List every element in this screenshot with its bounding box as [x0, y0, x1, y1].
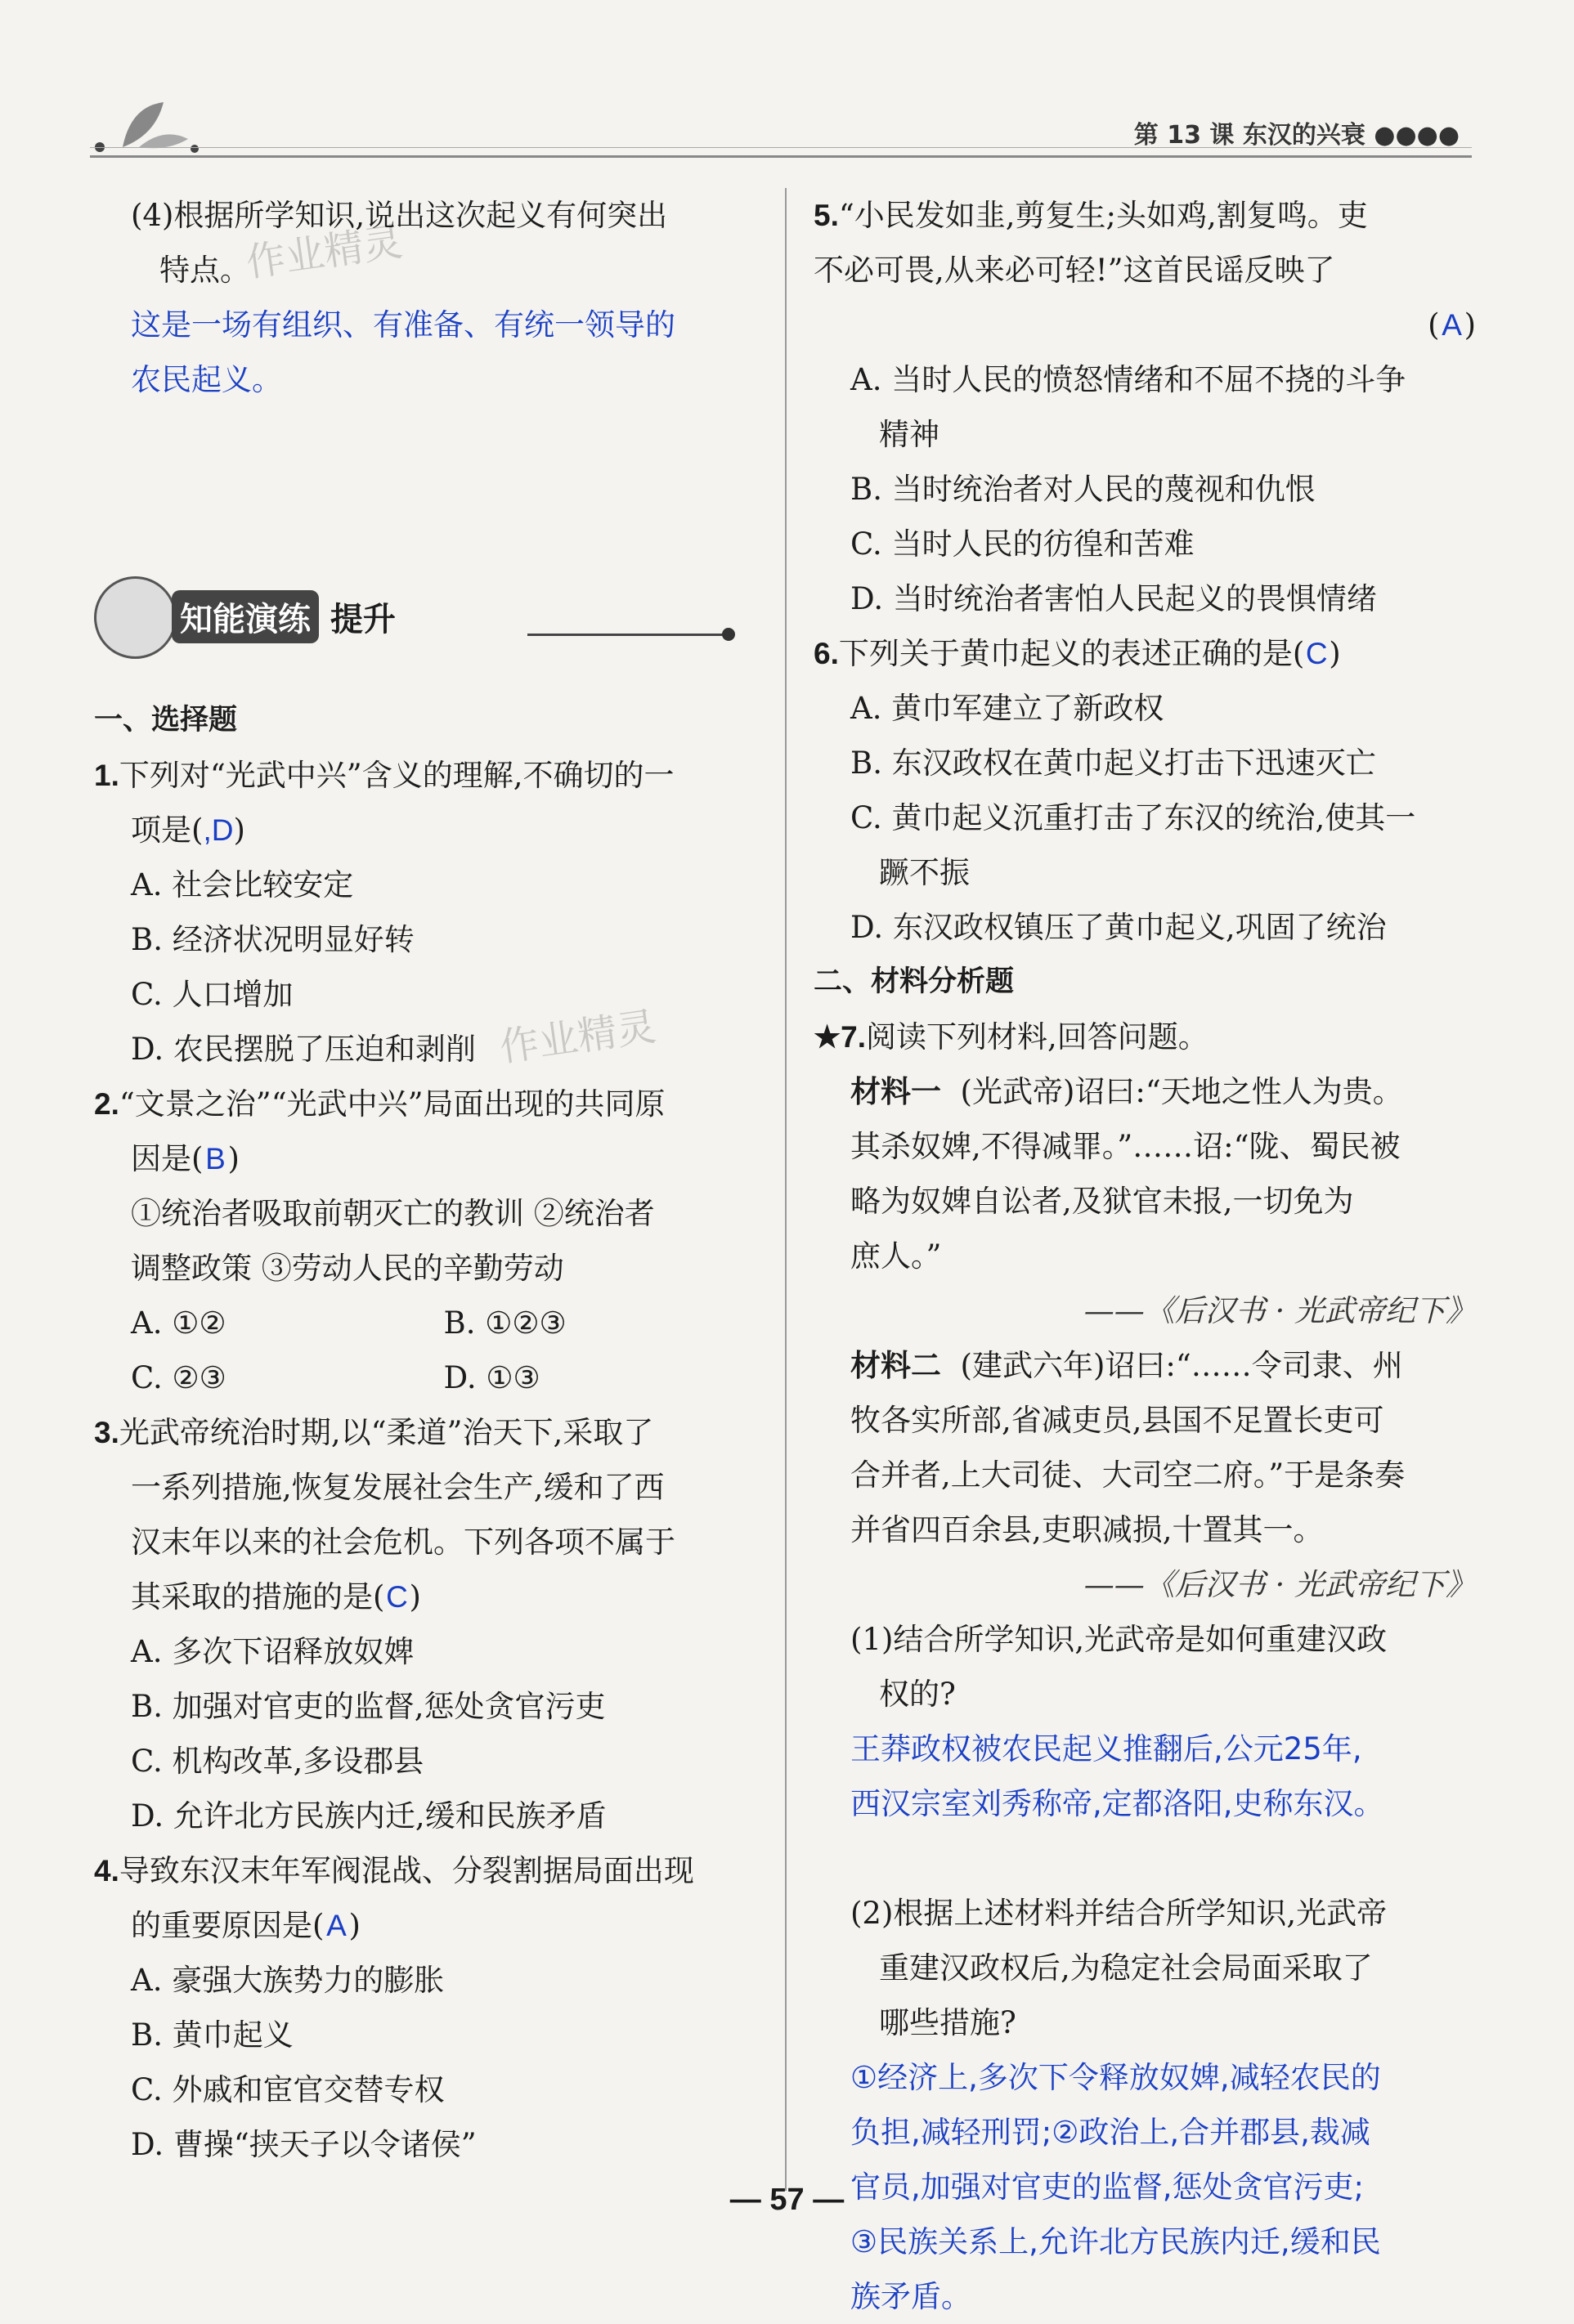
q1-text: 下列对“光武中兴”含义的理解,不确切的一 [119, 758, 675, 793]
material-two [814, 1338, 1476, 1393]
left-column-main [94, 693, 756, 2172]
q5-option: B. 当时统治者对人民的蔑视和仇恨 [850, 472, 1316, 507]
q4-option: D. 曹操“挟天子以令诸侯” [131, 2127, 477, 2162]
leaf-logo-icon [90, 90, 204, 155]
q4-answer: A [326, 1909, 347, 1942]
q7-sub2-answer: 负担,减轻刑罚;②政治上,合并郡县,裁减 [850, 2115, 1370, 2150]
q1-stem [94, 748, 756, 803]
q7-sub1-answer: 王莽政权被农民起义推翻后,公元25年, [850, 1731, 1362, 1767]
q1-paren: ) [233, 813, 245, 848]
q7-number: ★7. [814, 1020, 867, 1054]
q5-paren: ) [1464, 307, 1476, 343]
material-two-text: 牧各实所部,省减吏员,县国不足置长吏可 [850, 1403, 1384, 1438]
banner-suffix: 提升 [330, 601, 396, 638]
q6-option: D. 东汉政权镇压了黄巾起义,巩固了统治 [850, 910, 1387, 945]
q7-sub1-answer: 西汉宗室刘秀称帝,定都洛阳,史称东汉。 [850, 1786, 1384, 1821]
material-one [814, 1064, 1476, 1119]
q5-option: D. 当时统治者害怕人民起义的畏惧情绪 [850, 581, 1377, 616]
q1-stem-cont [94, 803, 756, 858]
q7-stem [814, 1010, 1476, 1064]
q2-option: A. ①② [131, 1305, 226, 1341]
q3-option: D. 允许北方民族内迁,缓和民族矛盾 [131, 1798, 607, 1834]
q6-option-cont: 蹶不振 [879, 855, 970, 890]
brush-icon [94, 576, 177, 659]
q2-option: B. ①②③ [443, 1305, 567, 1341]
q2-options-row [94, 1296, 756, 1350]
q2-option: D. ①③ [443, 1360, 540, 1395]
q1-option: D. 农民摆脱了压迫和剥削 [131, 1032, 476, 1067]
banner-dot [722, 628, 735, 641]
q3-option: B. 加强对官吏的监督,惩处贪官污吏 [131, 1689, 606, 1724]
banner-title [172, 590, 396, 643]
q5-option: A. 当时人民的愤怒情绪和不屈不挠的斗争 [850, 362, 1406, 397]
q3-answer: C [386, 1580, 408, 1614]
q6-number: 6. [814, 637, 839, 670]
q4-text-cont: 的重要原因是( [131, 1908, 325, 1943]
material-two-source: ——《后汉书 · 光武帝纪下》 [1083, 1567, 1476, 1602]
q1-option: B. 经济状况明显好转 [131, 922, 415, 957]
q4-sub-question: (4)根据所学知识,说出这次起义有何突出 [131, 198, 668, 233]
left-column-top [94, 188, 756, 407]
q3-stem-last [94, 1569, 756, 1624]
q4-text: 导致东汉末年军阀混战、分裂割据局面出现 [119, 1853, 694, 1888]
q5-number: 5. [814, 199, 839, 232]
q4-sub-answer-cont: 农民起义。 [131, 362, 282, 397]
q1-option: C. 人口增加 [131, 977, 294, 1012]
q5-text-cont: 不必可畏,从来必可轻!”这首民谣反映了 [814, 253, 1335, 288]
q4-number: 4. [94, 1854, 119, 1887]
q6-paren: ) [1329, 636, 1341, 671]
q5-stem [814, 188, 1476, 243]
material-one-text: (光武帝)诏曰:“天地之性人为贵。 [960, 1074, 1403, 1109]
q2-statements-cont: 调整政策 ③劳动人民的辛勤劳动 [131, 1251, 564, 1286]
q4-stem [94, 1843, 756, 1898]
q6-option: C. 黄巾起义沉重打击了东汉的统治,使其一 [850, 800, 1416, 835]
q7-text: 阅读下列材料,回答问题。 [866, 1019, 1209, 1055]
q6-stem [814, 626, 1476, 681]
q7-sub2-answer: ③民族关系上,允许北方民族内迁,缓和民 [850, 2224, 1381, 2259]
material-two-text: 合并者,上大司徒、大司空二府。”于是条奏 [850, 1458, 1406, 1493]
q3-option: C. 机构改革,多设郡县 [131, 1744, 424, 1779]
section-heading-analysis: 二、材料分析题 [814, 965, 1015, 998]
q4-option: B. 黄巾起义 [131, 2017, 294, 2053]
q4-stem-cont [94, 1898, 756, 1953]
q2-options-row [94, 1350, 756, 1405]
q3-number: 3. [94, 1416, 119, 1449]
q3-option: A. 多次下诏释放奴婢 [131, 1634, 415, 1669]
watermark: 作业精灵 [496, 1003, 659, 1072]
q4-paren: ) [348, 1908, 361, 1943]
header-rule [90, 155, 1472, 158]
material-one-text: 其杀奴婢,不得减罪。”……诏:“陇、蜀民被 [850, 1129, 1401, 1164]
material-two-text: (建武六年)诏曰:“……令司隶、州 [960, 1348, 1403, 1383]
q1-answer: ,D [203, 813, 234, 847]
q4-sub-answer: 这是一场有组织、有准备、有统一领导的 [131, 307, 675, 343]
q3-text-cont: 一系列措施,恢复发展社会生产,缓和了西 [131, 1470, 665, 1505]
q7-sub2: (2)根据上述材料并结合所学知识,光武帝 [850, 1896, 1388, 1931]
banner-line [527, 634, 724, 636]
material-two-text: 并省四百余县,吏职减损,十置其一。 [850, 1512, 1324, 1547]
q2-number: 2. [94, 1087, 119, 1121]
q7-sub1-cont: 权的? [879, 1677, 956, 1712]
q5-paren: ( [1428, 307, 1440, 343]
section-banner [94, 572, 642, 662]
material-two-label: 材料二 [850, 1348, 941, 1383]
right-column [814, 188, 1476, 2324]
page-number-value: 57 [769, 2183, 805, 2217]
material-one-source: ——《后汉书 · 光武帝纪下》 [1083, 1293, 1476, 1328]
q3-paren: ) [409, 1579, 421, 1614]
q2-stem [94, 1077, 756, 1131]
q2-stem-cont [94, 1131, 756, 1186]
q7-sub2-answer: 族矛盾。 [850, 2279, 971, 2314]
spacer [814, 1831, 1476, 1886]
q2-paren: ) [227, 1141, 240, 1176]
q3-text: 光武帝统治时期,以“柔道”治天下,采取了 [119, 1415, 654, 1450]
q7-sub2-cont: 重建汉政权后,为稳定社会局面采取了 [879, 1950, 1373, 1986]
q2-option: C. ②③ [131, 1360, 226, 1395]
q7-sub2-answer: ①经济上,多次下令释放奴婢,减轻农民的 [850, 2060, 1381, 2095]
material-one-text: 略为奴婢自讼者,及狱官未报,一切免为 [850, 1184, 1354, 1219]
column-divider [785, 188, 787, 2191]
q6-option: B. 东汉政权在黄巾起义打击下迅速灭亡 [850, 746, 1376, 781]
q7-sub2-answer: 官员,加强对官吏的监督,惩处贪官污吏; [850, 2170, 1364, 2205]
q2-text-cont: 因是( [131, 1141, 204, 1176]
q3-stem [94, 1405, 756, 1460]
q6-text: 下列关于黄巾起义的表述正确的是( [838, 636, 1305, 671]
material-one-text: 庶人。” [850, 1238, 942, 1274]
q1-text-cont: 项是( [131, 813, 204, 848]
q1-number: 1. [94, 759, 119, 792]
material-one-label: 材料一 [850, 1074, 941, 1109]
watermark: 作业精灵 [243, 218, 406, 287]
page-header [0, 0, 1574, 163]
q2-statements: ①统治者吸取前朝灭亡的教训 ②统治者 [131, 1196, 655, 1231]
q6-option: A. 黄巾军建立了新政权 [850, 691, 1164, 726]
q2-text: “文景之治”“光武中兴”局面出现的共同原 [119, 1086, 666, 1122]
q1-option: A. 社会比较安定 [131, 867, 354, 902]
q5-option-cont: 精神 [879, 417, 939, 452]
q5-answer: A [1442, 308, 1462, 342]
q5-option: C. 当时人民的彷徨和苦难 [850, 526, 1195, 562]
banner-main: 知能演练 [172, 590, 319, 643]
q4-option: C. 外戚和宦官交替专权 [131, 2072, 445, 2107]
q6-answer: C [1305, 637, 1328, 670]
q5-answer-line [814, 298, 1476, 352]
q3-text-last: 其采取的措施的是( [131, 1579, 385, 1614]
q4-option: A. 豪强大族势力的膨胀 [131, 1963, 445, 1998]
q3-text-cont: 汉末年以来的社会危机。下列各项不属于 [131, 1525, 675, 1560]
page-number: — 57 — [729, 2183, 845, 2217]
q7-sub2-cont: 哪些措施? [879, 2005, 1016, 2040]
q4-sub-question-cont: 特点。 [159, 253, 250, 288]
q5-text: “小民发如韭,剪复生;头如鸡,割复鸣。吏 [838, 198, 1368, 233]
q2-answer: B [205, 1142, 226, 1175]
section-heading-choice: 一、选择题 [94, 704, 238, 737]
chapter-title: 第 13 课 东汉的兴衰 ●●●● [1133, 121, 1460, 150]
q7-sub1: (1)结合所学知识,光武帝是如何重建汉政 [850, 1622, 1388, 1657]
